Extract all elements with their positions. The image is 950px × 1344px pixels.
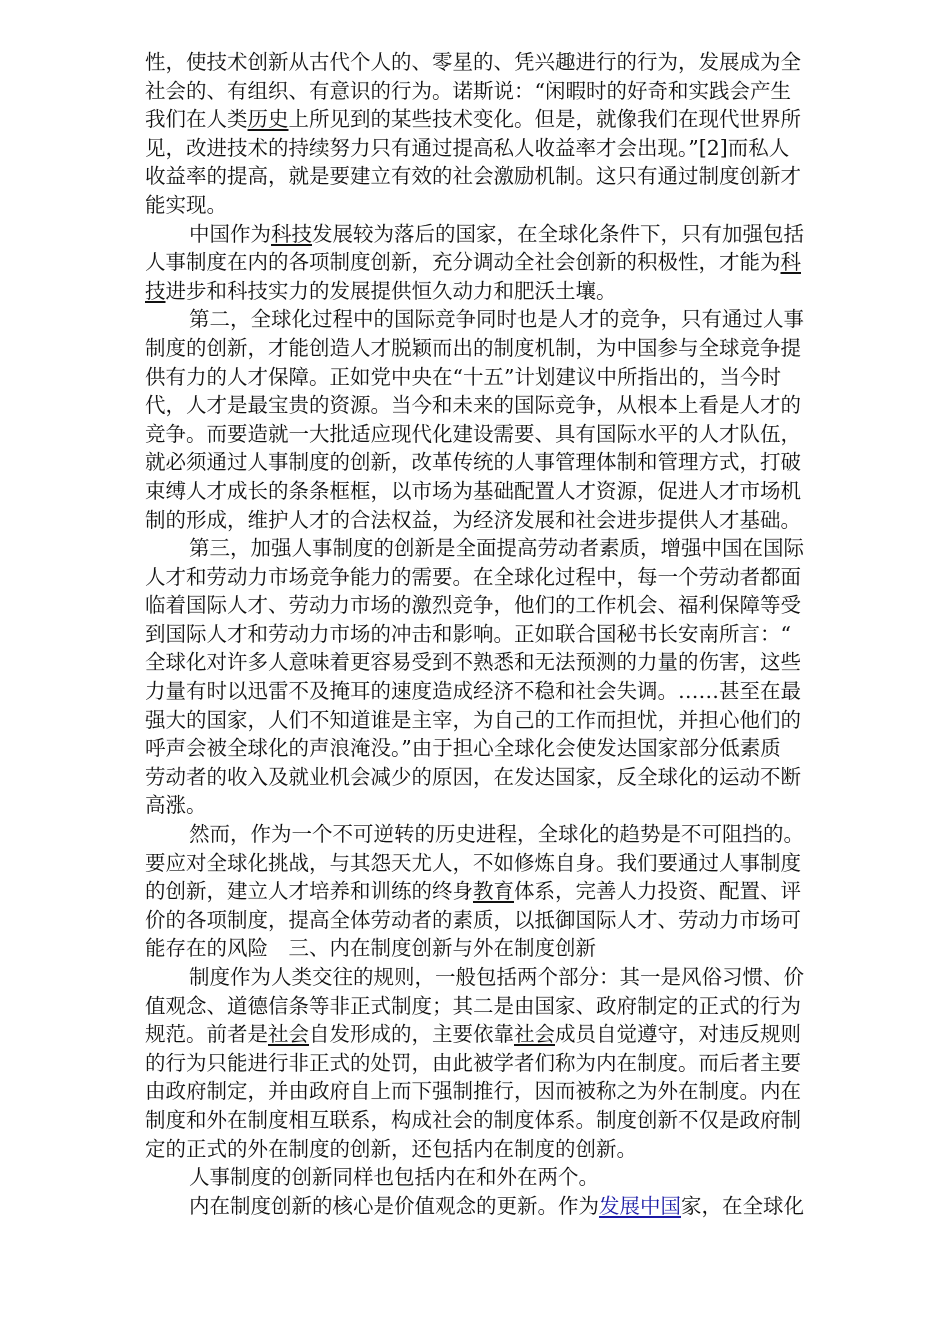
text-line: 中国作为科技发展较为落后的国家，在全球化条件下，只有加强包括: [189, 221, 804, 246]
text-line: 临着国际人才、劳动力市场的激烈竞争，他们的工作机会、福利保障等受: [145, 593, 801, 618]
text-line: 见，改进技术的持续努力只有通过提高私人收益率才会出现。”[2]而私人: [145, 135, 790, 160]
text-line: 社会的、有组织、有意识的行为。诺斯说：“闲暇时的好奇和实践会产生: [145, 78, 791, 103]
text-line: 呼声会被全球化的声浪淹没。”由于担心全球化会使发达国家部分低素质: [145, 736, 781, 761]
education-link[interactable]: 教育: [473, 879, 514, 904]
text-line: 高涨。: [145, 793, 207, 818]
history-link[interactable]: 历史: [247, 107, 289, 132]
text-line: 就必须通过人事制度的创新，改革传统的人事管理体制和管理方式，打破: [145, 450, 801, 475]
text-line: 竞争。而要造就一大批适应现代化建设需要、具有国际水平的人才队伍，: [145, 421, 801, 446]
society-link[interactable]: 社会: [514, 1022, 555, 1047]
text-line: 的创新，建立人才培养和训练的终身教育体系，完善人力投资、配置、评: [145, 879, 801, 904]
text-line: 第三，加强人事制度的创新是全面提高劳动者素质，增强中国在国际: [189, 536, 804, 561]
text-line: 供有力的人才保障。正如党中央在“十五”计划建议中所指出的，当今时: [145, 364, 781, 389]
tech-link-part1[interactable]: 科: [780, 250, 801, 275]
text-line: 人才和劳动力市场竞争能力的需要。在全球化过程中，每一个劳动者都面: [145, 564, 801, 589]
text-line: 制度作为人类交往的规则，一般包括两个部分：其一是风俗习惯、价: [189, 965, 804, 989]
text-line: 能实现。: [145, 192, 227, 217]
text-line: 定的正式的外在制度的创新，还包括内在制度的创新。: [145, 1136, 637, 1161]
text-line: 人事制度的创新同样也包括内在和外在两个。: [189, 1165, 599, 1190]
text-line: 规范。前者是社会自发形成的，主要依靠社会成员自觉遵守，对违反规则: [145, 1022, 801, 1047]
text-line: 的行为只能进行非正式的处罚，由此被学者们称为内在制度。而后者主要: [145, 1050, 801, 1075]
text-line: 劳动者的收入及就业机会减少的原因，在发达国家，反全球化的运动不断: [145, 764, 801, 789]
text-line: 力量有时以迅雷不及掩耳的速度造成经济不稳和社会失调。……甚至在最: [145, 679, 801, 704]
text-line: 然而，作为一个不可逆转的历史进程，全球化的趋势是不可阻挡的。: [189, 822, 804, 847]
text-line: 由政府制定，并由政府自上而下强制推行，因而被称之为外在制度。内在: [145, 1079, 801, 1104]
tech-link-part2[interactable]: 技: [145, 278, 166, 303]
society-link[interactable]: 社会: [268, 1022, 309, 1047]
document-body: [145, 48, 870, 1220]
section-heading-line: 能存在的风险 三、内在制度创新与外在制度创新: [145, 936, 596, 961]
text-line: 值观念、道德信条等非正式制度；其二是由国家、政府制定的正式的行为: [145, 993, 801, 1018]
text-line: 制度的创新，才能创造人才脱颖而出的制度机制，为中国参与全球竞争提: [145, 335, 801, 360]
text-line: 全球化对许多人意味着更容易受到不熟悉和无法预测的力量的伤害，这些: [145, 650, 801, 675]
text-line: 人事制度在内的各项制度创新，充分调动全社会创新的积极性，才能为科: [145, 250, 801, 275]
text-line: 价的各项制度，提高全体劳动者的素质，以抵御国际人才、劳动力市场可: [145, 907, 801, 932]
text-line: 内在制度创新的核心是价值观念的更新。作为发展中国家，在全球化: [189, 1193, 804, 1218]
developing-country-link[interactable]: 发展中国: [599, 1193, 681, 1218]
text-line: 到国际人才和劳动力市场的冲击和影响。正如联合国秘书长安南所言：“: [145, 621, 791, 646]
text-line: 要应对全球化挑战，与其怨天尤人，不如修炼自身。我们要通过人事制度: [145, 850, 801, 875]
text-line: 制的形成，维护人才的合法权益，为经济发展和社会进步提供人才基础。: [145, 507, 801, 532]
text-line: 第二，全球化过程中的国际竞争同时也是人才的竞争，只有通过人事: [189, 307, 804, 332]
text-line: 强大的国家，人们不知道谁是主宰，为自己的工作而担忧，并担心他们的: [145, 707, 801, 732]
tech-link[interactable]: 科技: [271, 221, 312, 246]
text-line: 代，人才是最宝贵的资源。当今和未来的国际竞争，从根本上看是人才的: [145, 393, 801, 418]
text-line: 性，使技术创新从古代个人的、零星的、凭兴趣进行的行为，发展成为全: [145, 50, 801, 74]
text-line: 制度和外在制度相互联系，构成社会的制度体系。制度创新不仅是政府制: [145, 1107, 801, 1132]
text-line: 我们在人类历史上所见到的某些技术变化。但是，就像我们在现代世界所: [145, 107, 801, 132]
text-line: 束缚人才成长的条条框框，以市场为基础配置人才资源，促进人才市场机: [145, 478, 801, 503]
text-line: 技进步和科技实力的发展提供恒久动力和肥沃土壤。: [145, 278, 617, 303]
text-line: 收益率的提高，就是要建立有效的社会激励机制。这只有通过制度创新才: [145, 164, 801, 189]
